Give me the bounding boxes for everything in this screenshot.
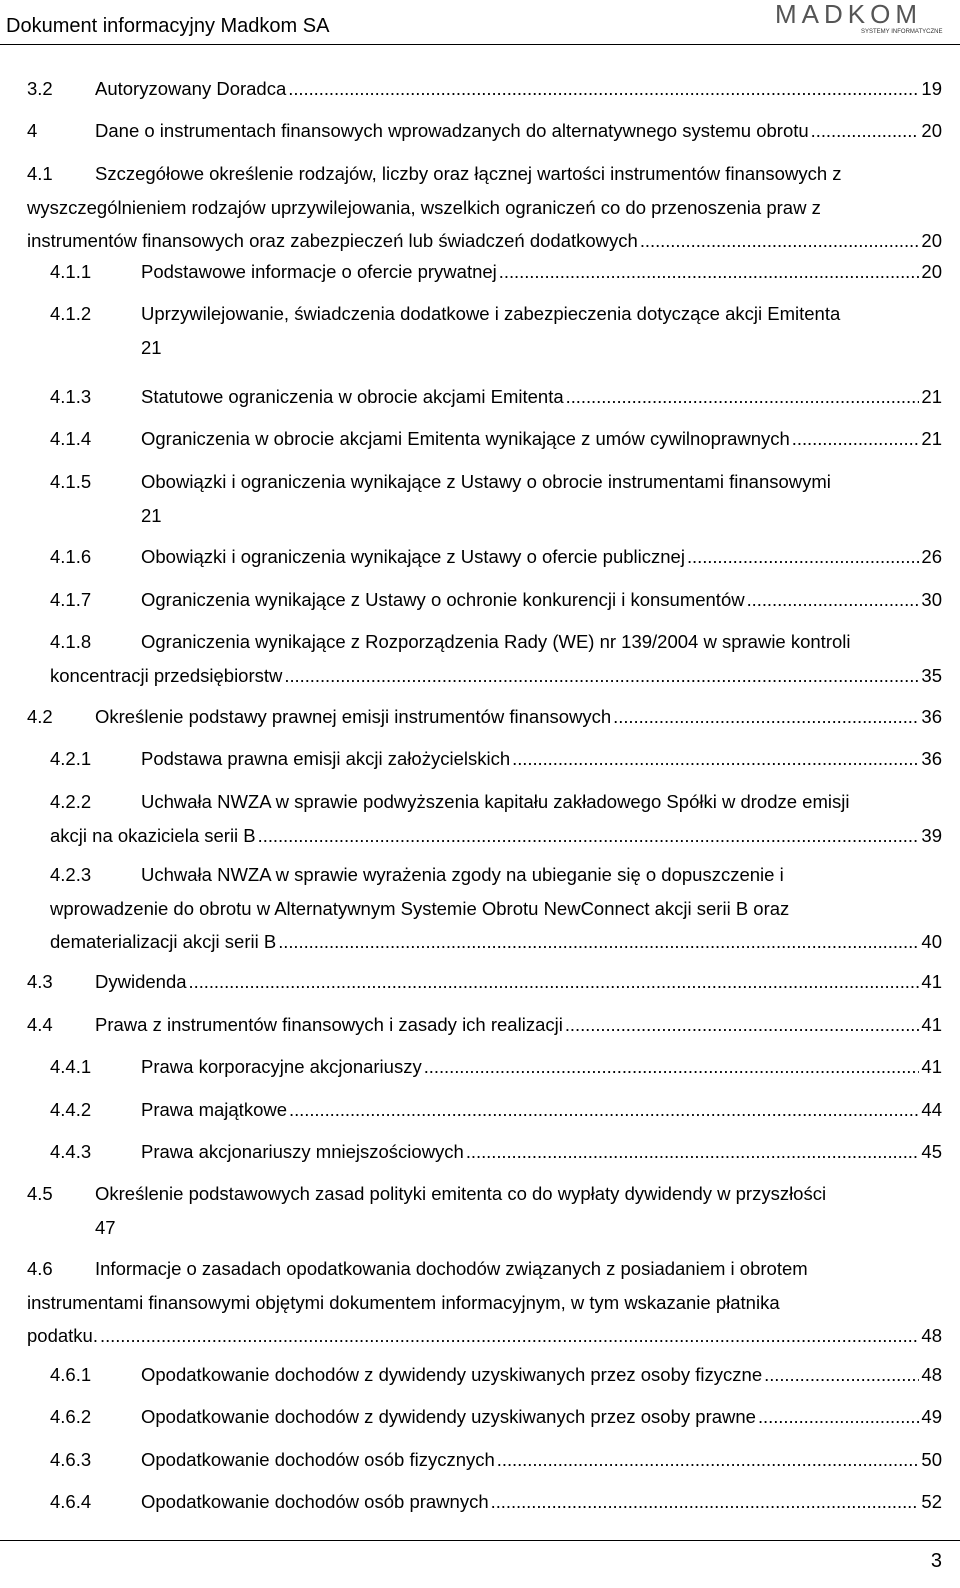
toc-page-number: 44 xyxy=(921,1099,942,1120)
document-title: Dokument informacyjny Madkom SA xyxy=(6,15,330,37)
toc-entry-number: 4.2.2 xyxy=(50,791,92,812)
toc-entry-line[interactable] xyxy=(141,297,942,330)
toc-entry-number: 4.1.8 xyxy=(50,631,92,652)
toc-leader-dots xyxy=(497,1443,920,1476)
toc-entry-number: 4.6 xyxy=(27,1258,53,1279)
toc-page-number: 21 xyxy=(921,428,942,449)
toc-entry-number: 4.6.2 xyxy=(50,1406,92,1427)
toc-entry-title: Informacje o zasadach opodatkowania dochodów związanych z posiadaniem i obrotem xyxy=(95,1258,808,1279)
toc-page-number: 20 xyxy=(921,230,942,251)
toc-entry-line[interactable] xyxy=(50,819,942,852)
toc-entry-title: Statutowe ograniczenia w obrocie akcjami Emitenta xyxy=(141,386,564,407)
toc-page-number: 36 xyxy=(921,706,942,727)
page-number: 3 xyxy=(930,1550,942,1572)
toc-page-number: 21 xyxy=(921,386,942,407)
toc-entry-line[interactable] xyxy=(27,224,942,257)
toc-entry-title: Ograniczenia w obrocie akcjami Emitenta wynikające z umów cywilnoprawnych xyxy=(141,428,790,449)
toc-leader-dots xyxy=(758,1400,919,1433)
toc-entry-title: Opodatkowanie dochodów osób fizycznych xyxy=(141,1449,495,1470)
toc-leader-dots xyxy=(512,742,919,775)
toc-entry-line[interactable] xyxy=(141,540,942,573)
toc-leader-dots xyxy=(100,1319,919,1352)
toc-page-number: 39 xyxy=(921,824,942,846)
toc-entry-title: Obowiązki i ograniczenia wynikające z Ustawy o ofercie publicznej xyxy=(141,546,685,567)
toc-entry-title: Prawa z instrumentów finansowych i zasady ich realizacji xyxy=(95,1014,563,1035)
toc-entry-number: 4.1.2 xyxy=(50,303,92,324)
toc-entry-title: Dane o instrumentach finansowych wprowadzanych do alternatywnego systemu obrotu xyxy=(95,120,809,141)
toc-entry-number: 4.4.1 xyxy=(50,1056,92,1077)
toc-leader-dots xyxy=(747,583,920,616)
toc-entry-number: 4 xyxy=(27,120,38,141)
toc-entry-number: 4.1.1 xyxy=(50,261,92,282)
toc-entry-title: Podstawowe informacje o ofercie prywatnej xyxy=(141,261,497,282)
toc-entry-title: Opodatkowanie dochodów osób prawnych xyxy=(141,1491,489,1512)
toc-entry-title: Autoryzowany Doradca xyxy=(95,78,287,99)
toc-entry-line[interactable] xyxy=(95,114,942,147)
toc-entry-title: instrumentów finansowych oraz zabezpieczeń lub świadczeń dodatkowych xyxy=(27,230,638,251)
toc-entry-number: 4.1.4 xyxy=(50,428,92,449)
toc-page-number: 49 xyxy=(921,1406,942,1427)
toc-entry-line[interactable] xyxy=(141,858,942,891)
header-rule xyxy=(0,44,960,45)
toc-leader-dots xyxy=(189,965,920,998)
toc-entry-number: 4.6.1 xyxy=(50,1364,92,1385)
toc-page-number: 19 xyxy=(921,78,942,99)
toc-leader-dots xyxy=(613,700,919,733)
toc-leader-dots xyxy=(278,925,919,958)
toc-entry-number: 4.1.5 xyxy=(50,471,92,492)
toc-entry-line[interactable] xyxy=(141,742,942,775)
toc-entry-line[interactable] xyxy=(95,157,942,190)
toc-entry-title: akcji na okaziciela serii B xyxy=(50,824,256,846)
toc-entry-number: 4.2 xyxy=(27,706,53,727)
toc-page-number: 41 xyxy=(921,971,942,992)
toc-entry-number: 4.5 xyxy=(27,1183,53,1204)
toc-entry-line[interactable] xyxy=(141,422,942,455)
toc-entry-line[interactable] xyxy=(50,659,942,692)
toc-page-number: 41 xyxy=(921,1014,942,1035)
toc-entry-line[interactable] xyxy=(141,1093,942,1126)
logo-wordmark: MADKOM xyxy=(775,1,922,29)
toc-entry-title: Prawa akcjonariuszy mniejszościowych xyxy=(141,1141,464,1162)
toc-entry-line[interactable] xyxy=(141,1400,942,1433)
toc-entry-title: Prawa majątkowe xyxy=(141,1099,288,1120)
toc-entry-line[interactable] xyxy=(141,465,942,498)
toc-page-number: 36 xyxy=(921,748,942,769)
toc-entry-title: Uchwała NWZA w sprawie wyrażenia zgody na ubieganie się o dopuszczenie i xyxy=(141,864,784,885)
toc-leader-dots xyxy=(284,659,919,692)
toc-entry-line[interactable] xyxy=(141,785,942,818)
toc-entry-line[interactable] xyxy=(141,625,942,658)
toc-entry-title: Ograniczenia wynikające z Rozporządzenia Rady (WE) nr 139/2004 w sprawie kontroli xyxy=(141,631,851,652)
toc-entry-number: 4.4.2 xyxy=(50,1099,92,1120)
toc-page-number: 41 xyxy=(921,1056,942,1077)
toc-entry-line[interactable] xyxy=(95,1008,942,1041)
toc-entry-title: Ograniczenia wynikające z Ustawy o ochronie konkurencji i konsumentów xyxy=(141,589,745,610)
toc-entry-title: Prawa korporacyjne akcjonariuszy xyxy=(141,1056,422,1077)
toc-entry-line[interactable] xyxy=(141,583,942,616)
toc-page-number: 45 xyxy=(921,1141,942,1162)
toc-entry-number: 4.2.1 xyxy=(50,748,92,769)
toc-page-number: 52 xyxy=(921,1491,942,1512)
toc-entry-title: Obowiązki i ograniczenia wynikające z Ustawy o obrocie instrumentami finansowymi xyxy=(141,471,831,492)
toc-entry-title: Określenie podstawy prawnej emisji instrumentów finansowych xyxy=(95,706,612,727)
toc-entry-title: Dywidenda xyxy=(95,971,187,992)
toc-page-number: 20 xyxy=(921,120,942,141)
toc-page-number: 30 xyxy=(921,589,942,610)
madkom-logo xyxy=(775,1,955,35)
toc-leader-dots xyxy=(424,1050,920,1083)
toc-page-number: 35 xyxy=(921,664,942,686)
toc-page-number: 20 xyxy=(921,261,942,282)
toc-page-number: 47 xyxy=(95,1216,116,1238)
toc-leader-dots xyxy=(499,255,920,288)
toc-page-number: 48 xyxy=(921,1325,942,1346)
toc-entry-line[interactable] xyxy=(141,380,942,413)
toc-entry-number: 4.6.3 xyxy=(50,1449,92,1470)
toc-entry-line[interactable] xyxy=(50,925,942,958)
toc-leader-dots xyxy=(640,224,920,257)
toc-entry-line[interactable] xyxy=(95,1252,942,1285)
toc-entry-title: Uprzywilejowanie, świadczenia dodatkowe i zabezpieczenia dotyczące akcji Emitenta xyxy=(141,303,841,324)
toc-entry-number: 4.1.6 xyxy=(50,546,92,567)
toc-entry-number: 4.1 xyxy=(27,163,53,184)
toc-page-number: 50 xyxy=(921,1449,942,1470)
toc-entry-line[interactable] xyxy=(27,191,942,224)
toc-leader-dots xyxy=(764,1358,919,1391)
toc-leader-dots xyxy=(466,1135,920,1168)
toc-leader-dots xyxy=(258,819,920,852)
toc-page-number: 40 xyxy=(921,931,942,952)
toc-entry-line[interactable] xyxy=(141,1485,942,1518)
toc-entry-title: Szczegółowe określenie rodzajów, liczby oraz łącznej wartości instrumentów finansowych z xyxy=(95,163,842,184)
toc-entry-line[interactable] xyxy=(27,1319,942,1352)
toc-entry-title: koncentracji przedsiębiorstw xyxy=(50,664,283,686)
toc-leader-dots xyxy=(811,114,920,147)
toc-entry-title: Opodatkowanie dochodów z dywidendy uzyskiwanych przez osoby fizyczne xyxy=(141,1364,763,1385)
toc-entry-title: instrumentami finansowymi objętymi dokumentem informacyjnym, w tym wskazanie płatnika xyxy=(27,1291,780,1313)
toc-entry-title: podatku. xyxy=(27,1325,98,1346)
toc-entry-line[interactable] xyxy=(95,1177,942,1210)
toc-entry-number: 3.2 xyxy=(27,78,53,99)
toc-leader-dots xyxy=(687,540,919,573)
toc-entry-title: wprowadzenie do obrotu w Alternatywnym Systemie Obrotu NewConnect akcji serii B oraz xyxy=(50,897,790,919)
toc-page-number: 21 xyxy=(141,336,162,358)
footer-rule xyxy=(0,1540,960,1541)
toc-entry-line[interactable] xyxy=(141,1050,942,1083)
toc-entry-number: 4.4.3 xyxy=(50,1141,92,1162)
toc-leader-dots xyxy=(792,422,920,455)
toc-entry-title: Określenie podstawowych zasad polityki emitenta co do wypłaty dywidendy w przyszłości xyxy=(95,1183,827,1204)
toc-entry-title: Podstawa prawna emisji akcji założycielskich xyxy=(141,748,511,769)
toc-entry-line[interactable] xyxy=(27,1286,942,1319)
toc-leader-dots xyxy=(491,1485,920,1518)
toc-entry-title: wyszczególnieniem rodzajów uprzywilejowania, wszelkich ograniczeń co do przenoszenia praw z xyxy=(27,196,821,218)
toc-leader-dots xyxy=(288,72,919,105)
toc-entry-number: 4.1.3 xyxy=(50,386,92,407)
toc-entry-title: Opodatkowanie dochodów z dywidendy uzyskiwanych przez osoby prawne xyxy=(141,1406,756,1427)
toc-page-number: 26 xyxy=(921,546,942,567)
logo-subtext: SYSTEMY INFORMATYCZNE xyxy=(861,29,943,35)
toc-entry-line[interactable] xyxy=(95,72,942,105)
toc-entry-number: 4.1.7 xyxy=(50,589,92,610)
toc-entry-line[interactable] xyxy=(95,965,942,998)
toc-entry-line[interactable] xyxy=(141,255,942,288)
toc-entry-line[interactable] xyxy=(141,1443,942,1476)
toc-entry-line[interactable] xyxy=(141,1358,942,1391)
toc-page-number: 21 xyxy=(141,504,162,526)
toc-entry-title: Uchwała NWZA w sprawie podwyższenia kapitału zakładowego Spółki w drodze emisji xyxy=(141,791,850,812)
toc-leader-dots xyxy=(566,380,920,413)
toc-entry-number: 4.6.4 xyxy=(50,1491,92,1512)
toc-entry-number: 4.4 xyxy=(27,1014,53,1035)
toc-leader-dots xyxy=(289,1093,919,1126)
toc-entry-line[interactable] xyxy=(95,700,942,733)
toc-page-number: 48 xyxy=(921,1364,942,1385)
toc-entry-number: 4.3 xyxy=(27,971,53,992)
toc-entry-number: 4.2.3 xyxy=(50,864,92,885)
toc-entry-line[interactable] xyxy=(50,892,942,925)
toc-leader-dots xyxy=(565,1008,920,1041)
toc-entry-title: dematerializacji akcji serii B xyxy=(50,931,277,952)
toc-entry-line[interactable] xyxy=(141,1135,942,1168)
